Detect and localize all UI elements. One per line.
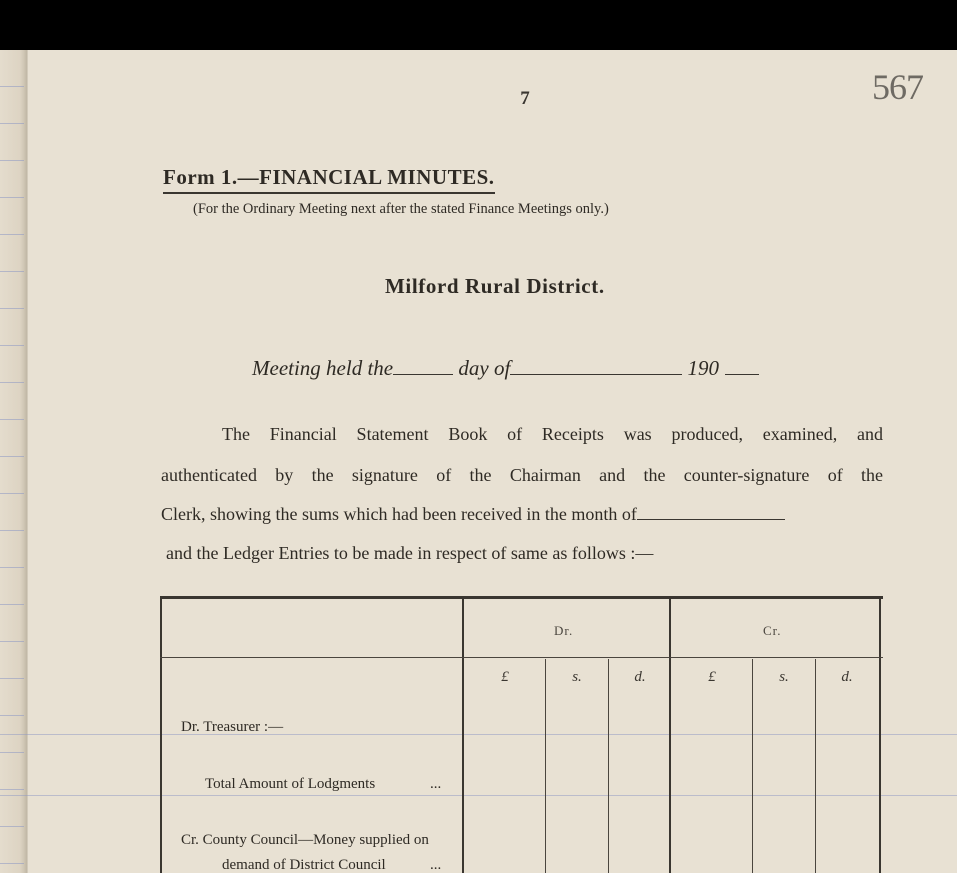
paragraph-line-3 xyxy=(161,504,883,525)
district-name: Milford Rural District. xyxy=(385,274,605,298)
unit-pence-dr: d. xyxy=(634,669,646,685)
folio-number: 567 xyxy=(872,67,923,107)
paragraph-line-3-text: Clerk, showing the sums which had been received in the month of xyxy=(161,504,637,524)
cr-header: Cr. xyxy=(763,623,782,638)
paragraph-line-4: and the Ledger Entries to be made in respect of same as follows :— xyxy=(166,543,654,563)
row-total-lodgments-dots: ... xyxy=(430,776,442,792)
meeting-year: 190 xyxy=(687,356,720,380)
meeting-day-of: day of xyxy=(458,356,511,380)
form-title: Form 1.—FINANCIAL MINUTES. xyxy=(163,165,495,194)
column-rule xyxy=(815,659,816,873)
row-cr-county-council: Cr. County Council—Money supplied on xyxy=(181,832,429,848)
meeting-prefix: Meeting held the xyxy=(252,356,394,380)
document-page xyxy=(0,50,957,873)
month-blank xyxy=(510,360,682,375)
row-cr-county-council-cont: demand of District Council xyxy=(222,857,386,873)
paragraph-line-2: authenticated by the signature of the Chairman and the counter-signature of the xyxy=(161,465,883,485)
table-divider xyxy=(462,599,464,873)
header-rule xyxy=(160,657,883,658)
unit-pounds-dr: £ xyxy=(501,669,509,685)
year-blank xyxy=(725,360,759,375)
margin-ruled-lines xyxy=(0,50,24,873)
dr-header: Dr. xyxy=(554,623,574,638)
ledger-table xyxy=(160,596,883,873)
unit-shillings-cr: s. xyxy=(779,669,789,685)
day-blank xyxy=(393,360,453,375)
column-rule xyxy=(545,659,546,873)
row-cr-county-dots: ... xyxy=(430,857,442,873)
paragraph-line-1: The Financial Statement Book of Receipts was produced, examined, and xyxy=(222,424,883,444)
unit-pounds-cr: £ xyxy=(708,669,716,685)
row-dr-treasurer: Dr. Treasurer :— xyxy=(181,719,284,735)
table-border-right xyxy=(879,599,881,873)
table-divider xyxy=(669,599,671,873)
row-total-lodgments: Total Amount of Lodgments xyxy=(205,776,376,792)
page-number: 7 xyxy=(520,88,530,109)
unit-shillings-dr: s. xyxy=(572,669,582,685)
table-border-left xyxy=(160,599,162,873)
unit-pence-cr: d. xyxy=(841,669,853,685)
form-subtitle: (For the Ordinary Meeting next after the stated Finance Meetings only.) xyxy=(193,201,609,217)
column-rule xyxy=(608,659,609,873)
column-rule xyxy=(752,659,753,873)
meeting-line xyxy=(252,356,759,381)
month-received-blank xyxy=(637,505,785,520)
